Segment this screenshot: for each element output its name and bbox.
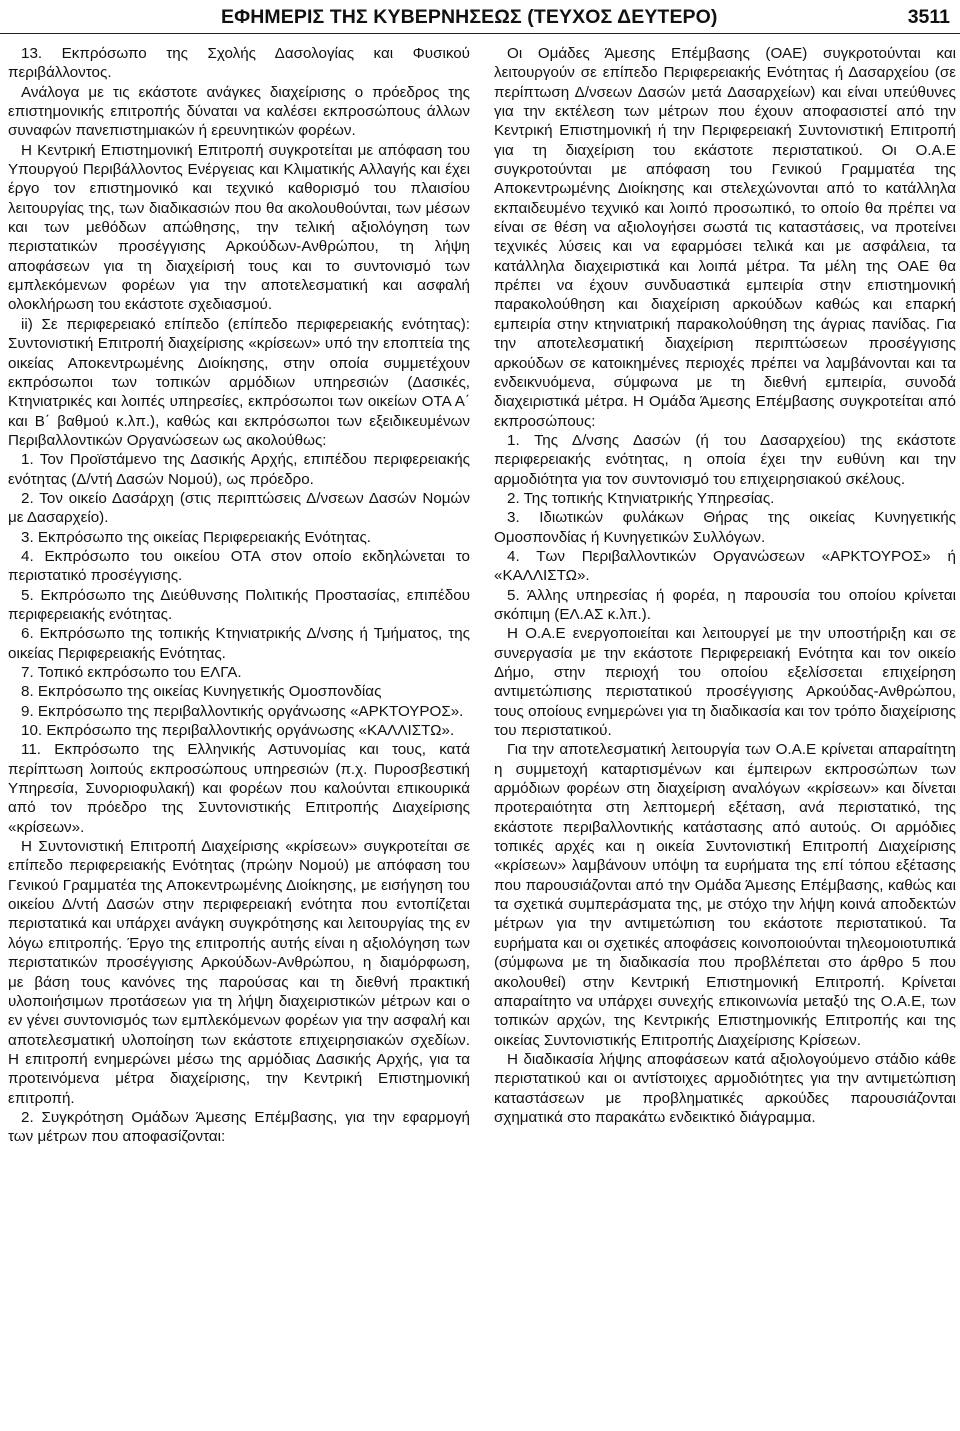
paragraph: 5. Άλλης υπηρεσίας ή φορέα, η παρουσία του οποίου κρίνεται σκόπιμη (ΕΛ.ΑΣ κ.λπ.). (494, 586, 956, 623)
paragraph: 13. Εκπρόσωπο της Σχολής Δασολογίας και Φυσικού περιβάλλοντος. (8, 45, 470, 82)
paragraph: ii) Σε περιφερειακό επίπεδο (επίπεδο περιφερειακής ενότητας): Συντονιστική Επιτροπή διαχείρισης «κρίσεων» υπό την εποπτεία της οικείας Αποκεντρωμένης Διοίκησης, στην οποία συμμετέχουν εκπρόσωποι των τοπικών αρμόδιων υπηρεσιών (Δασικές, Κτηνιατρικές και λοιπές υπηρεσίες, εκπρόσωποι των οικείων ΟΤΑ Α΄ και Β΄ βαθμού κ.λπ.), καθώς και εκπρόσωποι των εξειδικευμένων Περιβαλλοντικών Οργανώσεων ως ακολούθως: (8, 315, 470, 449)
gazette-title: ΕΦΗΜΕΡΙΣ ΤΗΣ ΚΥΒΕΡΝΗΣΕΩΣ (ΤΕΥΧΟΣ ΔΕΥΤΕΡΟ) (221, 6, 718, 28)
page-header (0, 0, 960, 44)
paragraph: Για την αποτελεσματική λειτουργία των Ο.Α.Ε κρίνεται απαραίτητη η συμμετοχή καταρτισμένων και έμπειρων εκπροσώπων των αρμόδιων φορέων στη διαχείριση αναλόγων «κρίσεων» και δίνεται προτεραιότητα στη λεπτομερή εξέταση, ανά περιστατικό, της εκάστοτε περιβαλλοντικής κατάστασης από αυτούς. Οι αρμόδιες τοπικές αρχές και η οικεία Συντονιστική Επιτροπή Διαχείρισης «κρίσεων» λαμβάνουν υπόψη τα ευρήματα της επί τόπου εξέτασης που παρουσιάζονται από την Ομάδα Άμεσης Επέμβασης, καθώς και τα σχετικά συμπεράσματα της, με στόχο την λήψη κοινά αποδεκτών μέτρων για την αντιμετώπιση του εκάστοτε περιστατικού. Τα ευρήματα και οι σχετικές αποφάσεις κοινοποιούνται τηλεομοιοτυπικά (σύμφωνα με τη διαδικασία που προβλέπεται στο άρθρο 5 που ακολουθεί) στην Κεντρική Επιστημονική Επιτροπή. Κρίνεται απαραίτητο να υπάρχει συνεχής επικοινωνία μεταξύ της Ο.Α.Ε, των τοπικών αρχών, της Κεντρικής Επιστημονικής Επιτροπής και της οικείας Συντονιστικής Επιτροπής Διαχείρισης Κρίσεων. (494, 741, 956, 1049)
header-rule (0, 33, 960, 34)
paragraph: Η Ο.Α.Ε ενεργοποιείται και λειτουργεί με την υποστήριξη και σε συνεργασία με την εκάστοτε Περιφερειακή Ενότητα και τον οικείο Δήμο, στην περιοχή του οποίου εξελίσσεται επιχείρηση αντιμετώπισης περιστατικού προσέγγισης Αρκούδας-Ανθρώπου, τους οποίους ενημερώνει για τη διαδικασία και τον τρόπο διαχείρισης του περιστατικού. (494, 625, 956, 740)
paragraph: 2. Συγκρότηση Ομάδων Άμεσης Επέμβασης, για την εφαρμογή των μέτρων που αποφασίζονται: (8, 1108, 470, 1146)
page-number: 3511 (907, 6, 950, 28)
paragraph: 3. Ιδιωτικών φυλάκων Θήρας της οικείας Κυνηγετικής Ομοσπονδίας ή Κυνηγετικών Συλλόγων. (494, 509, 956, 546)
paragraph: 2. Τον οικείο Δασάρχη (στις περιπτώσεις Δ/νσεων Δασών Νομών με Δασαρχείο). (8, 489, 470, 527)
paragraph: Η Συντονιστική Επιτροπή Διαχείρισης «κρίσεων» συγκροτείται σε επίπεδο περιφερειακής Ενότητας (πρώην Νομού) με απόφαση του Γενικού Γραμματέα της Αποκεντρωμένης Διοίκησης, με εισήγηση του οικείου Δ/ντή Δασών στην περιφερειακή ενότητα που εντοπίζεται περιστατικά και υπάρχει ανάγκη συγκρότησης και λειτουργίας της εν λόγω επιτροπής. Έργο της επιτροπής αυτής είναι η αξιολόγηση των περιστατικών προσέγγισης Αρκούδων-Ανθρώπου, η διαμόρφωση, με βάση τους κανόνες της παρούσας και τη διεθνή πρακτική υλοποιήσιμων προτάσεων για τη λήψη διαχειριστικών μέτρων και ο εν γένει συντονισμός των εμπλεκόμενων φορέων για την ασφαλή και αποτελεσματική υλοποίηση των εκάστοτε επιχειρησιακών σχεδίων. Η επιτροπή ενημερώνει μέσω της αρμόδιας Δασικής Αρχής, για τα προτεινόμενα μέτρα διαχείρισης, την Κεντρική Επιστημονική επιτροπή. (8, 838, 470, 1107)
paragraph: 1. Της Δ/νσης Δασών (ή του Δασαρχείου) της εκάστοτε περιφερειακής ενότητας, η οποία έχει την ευθύνη και την αρμοδιότητα για τον συντονισμό του επιχειρησιακού σκέλους. (494, 431, 956, 488)
paragraph: 11. Εκπρόσωπο της Ελληνικής Αστυνομίας και τους, κατά περίπτωση λοιπούς εκπροσώπους υπηρεσιών (π.χ. Πυροσβεστική Υπηρεσία, Συνοριοφυλακή) και φορέων που καλούνται επικουρικά από τον πρόεδρο της Συντονιστικής Επιτροπής Διαχείρισης «κρίσεων». (8, 741, 470, 836)
paragraph: 3. Εκπρόσωπο της οικείας Περιφερειακής Ενότητας. (21, 528, 372, 546)
paragraph: Οι Ομάδες Άμεσης Επέμβασης (ΟΑΕ) συγκροτούνται και λειτουργούν σε επίπεδο Περιφερειακής Ενότητας ή Δασαρχείου (σε περίπτωση Δ/νσεων Δασών μετά Δασαρχείων) και είναι υπεύθυνες για την εκτέλεση των μέτρων που έχουν αποφασιστεί από την Κεντρική Επιστημονική ή την Περιφερειακή Συντονιστική Επιτροπή για τη διαχείριση του εκάστοτε περιστατικού. Οι Ο.Α.Ε συγκροτούνται με απόφαση του Γενικού Γραμματέα της Αποκεντρωμένης Διοίκησης και στελεχώνονται από το κατάλληλα εκπαιδευμένο τεχνικό και λοιπό προσωπικό, το οποίο θα πρέπει να είναι σε θέση να αξιολογήσει σωστά τις καταστάσεις, να προτείνει τεχνικές λύσεις και να εφαρμόσει τελικά και με ασφάλεια, τα κατάλληλα διαχειριστικά και λοιπά μέτρα. Τα μέλη της ΟΑΕ θα πρέπει να έχουν συνδυαστικά εμπειρία στην επιστημονική παρακολούθηση και διαχείριση αρκούδων καθώς και επαρκή εμπειρία στην κτηνιατρική παρακολούθηση της άγριας πανίδας. Για την αποτελεσματική διαχείριση περιπτώσεων προσέγγισης αρκούδων σε κατοικημένες περιοχές πρέπει να λαμβάνονται και τα ενδεικνυόμενα, σύμφωνα με τη διεθνή εμπειρία, συνοδά διαχειριστικά μέτρα. Η Ομάδα Άμεσης Επέμβασης συγκροτείται από εκπροσώπους: (494, 45, 956, 430)
paragraph: Η διαδικασία λήψης αποφάσεων κατά αξιολογούμενο στάδιο κάθε περιστατικού και οι αντίστοιχες αρμοδιότητες για την αντιμετώπιση καταστάσεων με προβληματικές αρκούδες παρουσιάζονται σχηματικά στο παρακάτω ενδεικτικό διάγραμμα. (494, 1050, 956, 1126)
paragraph: 6. Εκπρόσωπο της τοπικής Κτηνιατρικής Δ/νσης ή Τμήματος, της οικείας Περιφερειακής Ενότητας. (8, 625, 470, 662)
paragraph: 4. Εκπρόσωπο του οικείου ΟΤΑ στον οποίο εκδηλώνεται το περιστατικό προσέγγισης. (8, 547, 470, 585)
paragraph: 4. Των Περιβαλλοντικών Οργανώσεων «ΑΡΚΤΟΥΡΟΣ» ή «ΚΑΛΛΙΣΤΩ». (494, 547, 956, 585)
paragraph: 7. Τοπικό εκπρόσωπο του ΕΛΓΑ. (21, 664, 242, 681)
paragraph: 8. Εκπρόσωπο της οικείας Κυνηγετικής Ομοσπονδίας (21, 683, 382, 701)
paragraph: 9. Εκπρόσωπο της περιβαλλοντικής οργάνωσης «ΑΡΚΤΟΥΡΟΣ». (21, 702, 464, 720)
left-column (8, 44, 470, 1147)
paragraph: Ανάλογα με τις εκάστοτε ανάγκες διαχείρισης ο πρόεδρος της επιστημονικής επιτροπής δύναται να καλέσει εκπροσώπους άλλων συναφών πανεπιστημιακών ή ερευνητικών φορέων. (8, 83, 470, 140)
paragraph: 2. Της τοπικής Κτηνιατρικής Υπηρεσίας. (507, 489, 775, 507)
paragraph: 10. Εκπρόσωπο της περιβαλλοντικής οργάνωσης «ΚΑΛΛΙΣΤΩ». (21, 722, 455, 740)
paragraph: Η Κεντρική Επιστημονική Επιτροπή συγκροτείται με απόφαση του Υπουργού Περιβάλλοντος Ενέργειας και Κλιματικής Αλλαγής και έχει έργο τον επιστημονικό και τεχνικό καθορισμό του πλαισίου λειτουργίας της, των διαδικασιών που θα ακολουθούνται, των μέσων και των μεθόδων απώθησης, την τελική αξιολόγηση των περιστατικών προσέγγισης Αρκούδων-Ανθρώπου, τη λήψη αποφάσεων για τη διαχείρισή τους και το συντονισμό των εμπλεκόμενων φορέων για την αποτελεσματική και ασφαλή ολοκλήρωση του εκάστοτε σχεδιασμού. (8, 141, 470, 314)
paragraph: 1. Τον Προϊστάμενο της Δασικής Αρχής, επιπέδου περιφερειακής ενότητας (Δ/ντή Δασών Νομού), ως πρόεδρο. (8, 451, 470, 488)
paragraph: 5. Εκπρόσωπο της Διεύθυνσης Πολιτικής Προστασίας, επιπέδου περιφερειακής ενότητας. (8, 586, 470, 623)
right-column (494, 44, 956, 1127)
